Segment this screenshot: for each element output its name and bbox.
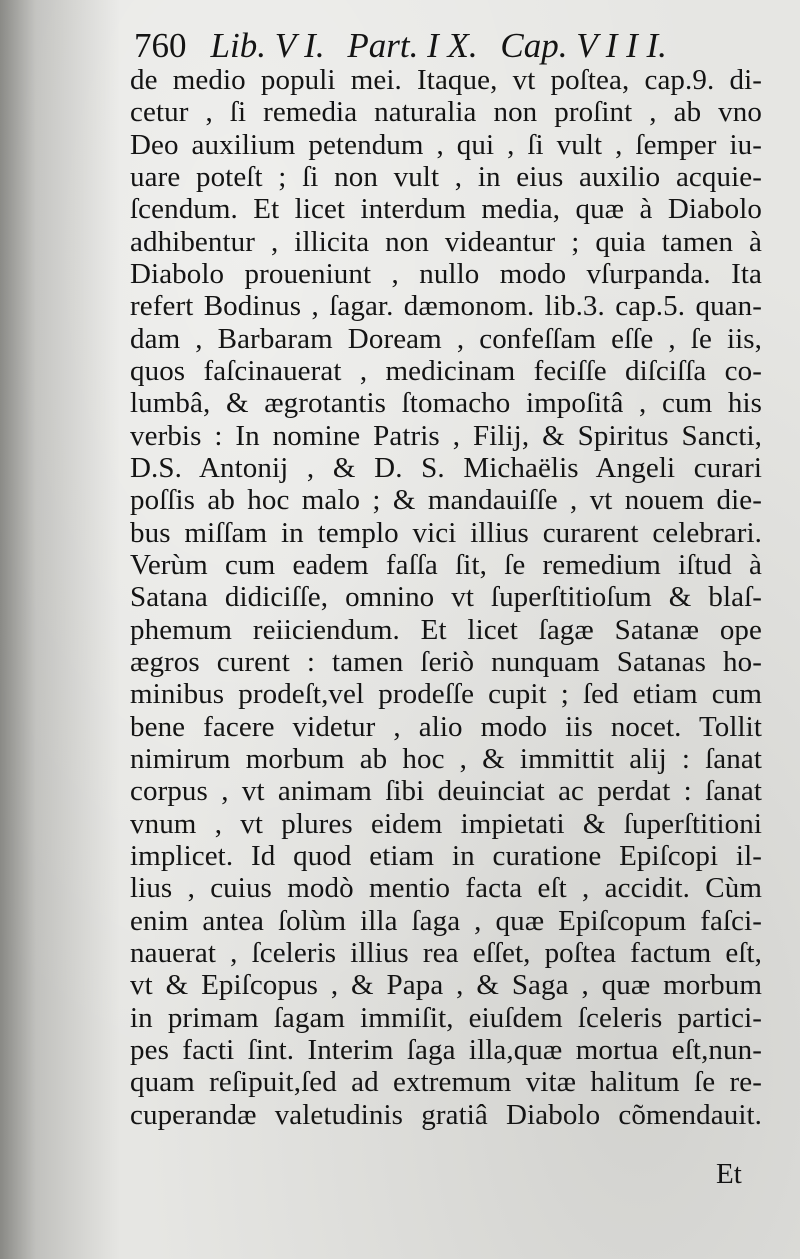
text-line: de medio populi mei. Itaque, vt poſtea, cap.9. di-: [130, 64, 762, 96]
gutter-shadow: [0, 0, 120, 1259]
text-line: D.S. Antonij , & D. S. Michaëlis Angeli curari: [130, 451, 762, 484]
text-line: dam , Barbaram Doream , confeſſam eſſe , ſe iis,: [130, 322, 762, 355]
running-head-part: Part. I X.: [347, 26, 478, 65]
text-line: quam reſipuit,ſed ad extremum vitæ halitum ſe re-: [130, 1066, 762, 1099]
text-line: Satana didiciſſe, omnino vt ſuperſtitioſum & blaſ-: [130, 581, 762, 614]
text-line: bus miſſam in templo vici illius curarent celebrari.: [130, 516, 762, 549]
page-header: [134, 24, 681, 68]
text-line: cetur , ſi remedia naturalia non proſint , ab vno: [130, 96, 762, 129]
text-line: verbis : In nomine Patris , Filij, & Spiritus Sancti,: [130, 419, 762, 452]
text-line: in primam ſagam immiſit, eiuſdem ſceleris partici-: [130, 1001, 762, 1034]
text-line: uare poteſt ; ſi non vult , in eius auxilio acquie-: [130, 160, 762, 193]
text-line: Diabolo proueniunt , nullo modo vſurpanda. Ita: [130, 257, 762, 290]
text-line: cuperandæ valetudinis gratiâ Diabolo cõmendauit.: [130, 1098, 762, 1131]
text-line: refert Bodinus , ſagar. dæmonom. lib.3. cap.5. quan-: [130, 290, 762, 323]
text-line: Deo auxilium petendum , qui , ſi vult , ſemper iu-: [130, 128, 762, 161]
text-line: vnum , vt plures eidem impietati & ſuperſtitioni: [130, 807, 762, 840]
text-line: bene facere videtur , alio modo iis nocet. Tollit: [130, 710, 762, 743]
text-line: adhibentur , illicita non videantur ; quia tamen à: [130, 225, 762, 258]
text-line: nauerat , ſceleris illius rea eſſet, poſtea factum eſt,: [130, 936, 762, 969]
text-line: lius , cuius modò mentio facta eſt , accidit. Cùm: [130, 872, 762, 905]
text-line: phemum reiiciendum. Et licet ſagæ Satanæ ope: [130, 613, 762, 646]
text-line: ægros curent : tamen ſeriò nunquam Satanas ho-: [130, 645, 762, 678]
text-line: implicet. Id quod etiam in curatione Epiſcopi il-: [130, 839, 762, 872]
catchword: Et: [716, 1158, 742, 1190]
text-line: lumbâ, & ægrotantis ſtomacho impoſitâ , cum his: [130, 387, 762, 420]
text-line: minibus prodeſt,vel prodeſſe cupit ; ſed etiam cum: [130, 678, 762, 711]
running-head-chapter: Cap. V I I I.: [500, 26, 667, 65]
text-line: nimirum morbum ab hoc , & immittit alij : ſanat: [130, 742, 762, 775]
running-head: [211, 24, 681, 68]
text-line: Verùm cum eadem faſſa ſit, ſe remedium iſtud à: [130, 548, 762, 581]
text-line: poſſis ab hoc malo ; & mandauiſſe , vt nouem die-: [130, 484, 762, 517]
text-line: ſcendum. Et licet interdum media, quæ à Diabolo: [130, 193, 762, 226]
text-line: vt & Epiſcopus , & Papa , & Saga , quæ morbum: [130, 969, 762, 1002]
text-line: corpus , vt animam ſibi deuinciat ac perdat : ſanat: [130, 775, 762, 808]
page-number: 760: [134, 26, 187, 65]
running-head-book: Lib. V I.: [210, 26, 325, 65]
text-line: quos faſcinauerat , medicinam feciſſe diſciſſa co-: [130, 354, 762, 387]
text-line: enim antea ſolùm illa ſaga , quæ Epiſcopum faſci-: [130, 904, 762, 937]
body-text: [130, 64, 762, 1131]
text-line: pes facti ſint. Interim ſaga illa,quæ mortua eſt,nun-: [130, 1033, 762, 1066]
